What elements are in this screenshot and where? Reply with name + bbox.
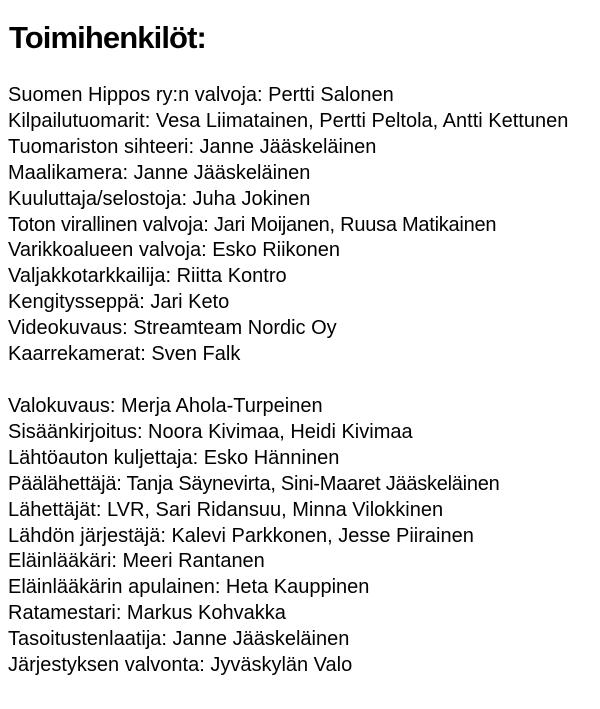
official-entry-tote-supervisor: Toton virallinen valvoja: Jari Moijanen, Ruusa Matikainen — [8, 213, 497, 236]
official-entry-handicapper: Tasoitustenlaatija: Janne Jääskeläinen — [8, 628, 350, 651]
official-entry-security: Järjestyksen valvonta: Jyväskylän Valo — [8, 654, 353, 677]
official-entry-announcer: Kuuluttaja/selostoja: Juha Jokinen — [8, 187, 311, 210]
official-entry-starters: Lähettäjät: LVR, Sari Ridansuu, Minna Vilokkinen — [8, 498, 444, 521]
official-entry-vet-assistant: Eläinlääkärin apulainen: Heta Kauppinen — [8, 576, 370, 599]
official-entry-race-judges: Kilpailutuomarit: Vesa Liimatainen, Pertti Peltola, Antti Kettunen — [8, 109, 569, 132]
official-entry-start-organizer: Lähdön järjestäjä: Kalevi Parkkonen, Jesse Piirainen — [8, 524, 474, 547]
official-entry-registration: Sisäänkirjoitus: Noora Kivimaa, Heidi Kivimaa — [8, 420, 413, 443]
official-entry-turn-cameras: Kaarrekamerat: Sven Falk — [8, 343, 241, 366]
official-entry-jury-secretary: Tuomariston sihteeri: Janne Jääskeläinen — [8, 135, 377, 158]
official-entry-hippos-supervisor: Suomen Hippos ry:n valvoja: Pertti Salonen — [8, 84, 394, 106]
official-entry-start-car-driver: Lähtöauton kuljettaja: Esko Hänninen — [8, 446, 340, 469]
official-entry-chief-starter: Päälähettäjä: Tanja Säynevirta, Sini-Maaret Jääskeläinen — [8, 472, 500, 495]
official-entry-paddock-supervisor: Varikkoalueen valvoja: Esko Riikonen — [8, 239, 341, 262]
official-entry-veterinarian: Eläinlääkäri: Meeri Rantanen — [8, 550, 265, 573]
officials-list — [8, 83, 596, 679]
official-entry-photography: Valokuvaus: Merja Ahola-Turpeinen — [8, 394, 323, 417]
official-entry-track-master: Ratamestari: Markus Kohvakka — [8, 602, 286, 625]
page-title: Toimihenkilöt: — [9, 20, 206, 55]
official-entry-finish-camera: Maalikamera: Janne Jääskeläinen — [8, 161, 311, 184]
official-entry-harness-inspector: Valjakkotarkkailija: Riitta Kontro — [8, 265, 287, 288]
official-entry-video: Videokuvaus: Streamteam Nordic Oy — [8, 317, 337, 340]
official-entry-farrier: Kengitysseppä: Jari Keto — [8, 291, 230, 314]
